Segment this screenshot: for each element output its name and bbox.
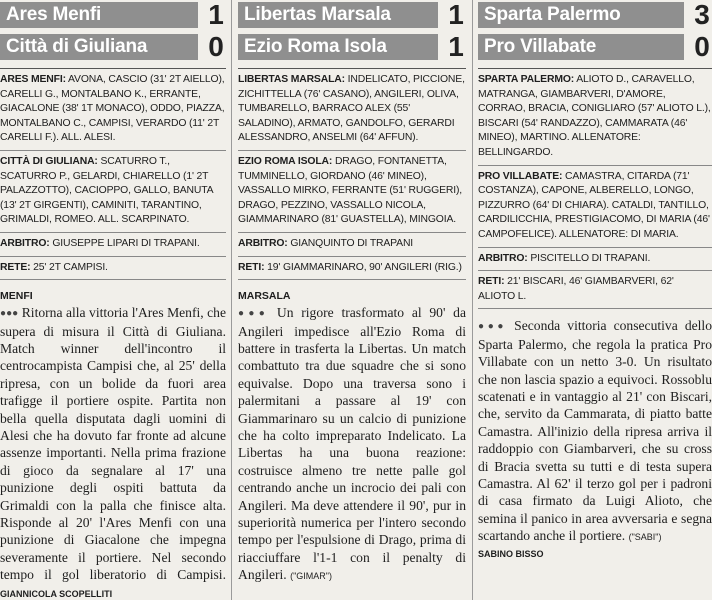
referee-line: ARBITRO: PISCITELLO DI TRAPANI.: [478, 252, 651, 264]
match-column-sparta-palermo: [478, 0, 712, 600]
scoreline-home: [238, 2, 466, 28]
bullet-icon: ●●●: [478, 321, 508, 333]
home-lineup: LIBERTAS MARSALA: INDELICATO, PICCIONE, ZICHITTELLA (76' CASANO), ANGILERI, OLIVA, TUMBARELLO, BARRACO ALEX (55' SALADINO), ARMATO, GANDOLFO, GERARDI ALESSANDRO, ANSELMI (64' AFFUN).: [238, 74, 465, 144]
referee-line: ARBITRO: GIANQUINTO DI TRAPANI: [238, 237, 414, 249]
match-column-ares-menfi: [0, 0, 226, 600]
home-team-name: Libertas Marsala: [238, 2, 438, 28]
article-body: ●●● Un rigore trasformato al 90' da Angileri impedisce all'Ezio Roma di battere in trasferta la Libertas. Un match combattuto tra due squadre che si sono equivalse. Dopo una traversa sono i palermitani a passare al 19' con Giammarinaro su un calcio di punizione che ha colto impreparato Indelicato. La Libertas ha una buona reazione: costruisce almeno tre nette palle gol centrando anche un incrocio dei pali con Angileri. Ma deve attendere il 90', pur in superiorità numerica per l'intero secondo tempo per l'espulsione di Drago, prima di riacciuffare l'1-1 con il penalty di Angileri. ("GIMAR"): [238, 305, 466, 583]
home-team-score: 1: [208, 0, 224, 30]
match-column-libertas-marsala: [238, 0, 466, 600]
home-team-name: Ares Menfi: [0, 2, 198, 28]
away-lineup: PRO VILLABATE: CAMASTRA, CITARDA (71' COSTANZA), CAPONE, ALBERELLO, LONGO, PIZZURRO (64' DI CHIARA). CATALDI, TANTILLO, CARDILICCHIA, PRESTIGIACOMO, DI MARIA (46' CAMPOFELICE). ALLENATORE: DI MARIA.: [478, 170, 710, 240]
home-team-name: Sparta Palermo: [478, 2, 684, 28]
article-body: ●●● Seconda vittoria consecutiva dello Sparta Palermo, che regola la pratica Pro Villabate con un netto 3-0. Un risultato che non lascia spazio a equivoci. Rossoblu scatenati e in vantaggio al 21' con Biscari, che, servito da Cammarata, di piatto batte Camastra. All'inizio della ripresa arriva il raddoppio con Giambarveri, che su cross di Bracia svetta su tutti e di testa supera Camastra. Al 62' il terzo gol per i padroni di casa firmato da Luigi Alioto, che semina il panico in area avversaria e segna scartando anche il portiere. ("SABI"): [478, 318, 712, 544]
home-team-score: 3: [694, 0, 710, 30]
away-team-score: 0: [694, 31, 710, 62]
referee-line: ARBITRO: GIUSEPPE LIPARI DI TRAPANI.: [0, 237, 200, 249]
article-body: ●●● Ritorna alla vittoria l'Ares Menfi, che supera di misura il Città di Giuliana. Match winner dell'incontro il centrocampista Campisi che, al 25' della ripresa, con un bolide da fuori area trafigge il portiere ospite. Partita non bella quella disputata dagli uomini di Alesi che ha dovuto far fronte ad alcune assenze importanti. Nella prima frazione di gioco da segnalare al 17' una punizione degli ospiti battuta da Grimaldi con la palla che finisce alta. Risponde al 20' l'Ares Menfi con una punizione di Giacalone che impegna severamente il portiere. Nel secondo tempo il gol liberatorio di Campisi. GIANNICOLA SCOPELLITI: [0, 305, 226, 599]
article-author-tag: ("SABI"): [628, 532, 662, 543]
away-team-name: Ezio Roma Isola: [238, 34, 438, 60]
goals-line: RETI: 21' BISCARI, 46' GIAMBARVERI, 62' ALIOTO L.: [478, 276, 674, 302]
home-lineup: ARES MENFI: AVONA, CASCIO (31' 2T AIELLO), CARELLI G., MONTALBANO K., ERRANTE, GIACALONE (38' 1T MONACO), ODDO, PIAZZA, MONTALBANO C., CAMPISI, VERARDO (11' 2T CARELLI F.). ALL. ALESI.: [0, 74, 225, 144]
article-location: MENFI: [0, 290, 33, 303]
scoreline-away: [478, 31, 712, 62]
away-lineup: CITTÀ DI GIULIANA: SCATURRO T., SCATURRO P., GELARDI, CHIARELLO (1' 2T PALAZZOTTO), CACIOPPO, GALLO, BANUTA (13' 2T GIRGENTI), CAMINITI, TARANTINO, GRIMALDI, ROMEO. ALL. SCARPINATO.: [0, 155, 213, 226]
goals-line: RETI: 19' GIAMMARINARO, 90' ANGILERI (RIG.): [238, 261, 462, 273]
away-lineup: EZIO ROMA ISOLA: DRAGO, FONTANETTA, TUMMINELLO, GIORDANO (46' MINEO), VASSALLO MIRKO, FERRANTE (51' RUGGERI), DRAGO, PEZZINO, VASSALLO NICOLA, GIAMMARINARO (81' GUASTELLA), MINGOIA.: [238, 155, 463, 226]
away-team-name: Città di Giuliana: [0, 34, 198, 60]
scoreline-away: [0, 31, 226, 62]
away-team-score: 0: [208, 31, 224, 62]
column-divider: [472, 0, 473, 600]
column-divider: [231, 0, 232, 600]
bullet-icon: ●●●: [238, 308, 270, 320]
goals-line: RETE: 25' 2T CAMPISI.: [0, 261, 108, 273]
scoreline-away: [238, 31, 466, 62]
scoreline-home: [478, 2, 712, 28]
article-author: ("GIMAR"): [290, 571, 332, 582]
bullet-icon: ●●●: [0, 308, 19, 320]
home-team-score: 1: [448, 0, 464, 30]
away-team-score: 1: [448, 31, 464, 62]
home-lineup: SPARTA PALERMO: ALIOTO D., CARAVELLO, MATRANGA, GIAMBARVERI, D'AMORE, CORRAO, BRACIA, CONIGLIARO (57' ALIOTO L.), BISCARI (54' RANDAZZO), CAMMARATA (46' MINEO), MARTINO. ALLENATORE: BELLINGARDO.: [478, 74, 711, 158]
article-location: MARSALA: [238, 290, 291, 303]
article-author: SABINO BISSO: [478, 548, 544, 559]
scoreline-home: [0, 2, 226, 28]
article-author: GIANNICOLA SCOPELLITI: [0, 588, 113, 599]
away-team-name: Pro Villabate: [478, 34, 684, 60]
